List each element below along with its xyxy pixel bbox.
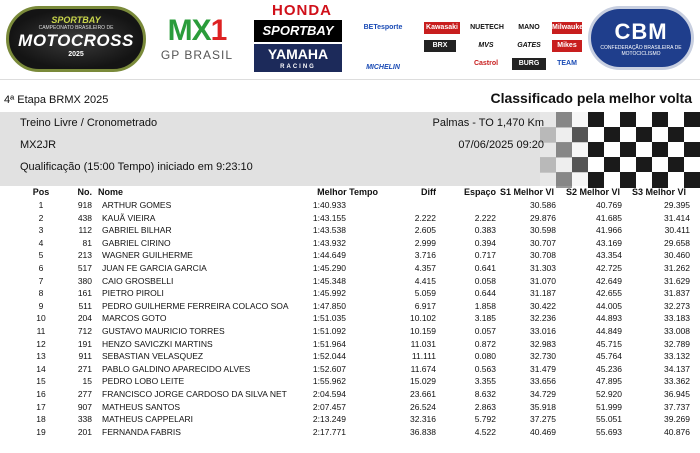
logo-motocross-text: MOTOCROSS xyxy=(18,31,134,50)
cell-pos: 6 xyxy=(38,263,44,273)
cell-s2: 45.715 xyxy=(596,338,622,349)
mx1-logo xyxy=(152,14,242,70)
sponsor-brx: BRX xyxy=(424,40,456,52)
cell-pos: 14 xyxy=(36,363,46,374)
cell-espaco: 0.717 xyxy=(474,250,496,261)
checker-square xyxy=(684,157,700,173)
checker-square xyxy=(604,127,620,143)
cell-espaco: 0.383 xyxy=(474,225,496,236)
checker-square xyxy=(684,142,700,158)
cell-s2: 40.769 xyxy=(596,200,622,210)
cell-melhor: 2:04.594 xyxy=(312,389,346,399)
cell-no: 438 xyxy=(77,212,92,223)
cell-diff: 2.999 xyxy=(414,237,436,248)
checker-square xyxy=(556,142,572,158)
checker-square xyxy=(588,172,604,188)
table-row xyxy=(0,414,700,427)
checker-square xyxy=(620,157,636,173)
checker-square xyxy=(684,112,700,128)
sponsor-milwaukee: Milwaukee xyxy=(552,22,582,34)
cell-melhor: 2:07.457 xyxy=(312,401,346,412)
cbm-logo xyxy=(588,6,694,70)
cell-s1: 31.303 xyxy=(530,263,556,273)
cell-pos: 3 xyxy=(38,225,44,236)
checker-square xyxy=(652,127,668,143)
cell-s1: 37.275 xyxy=(530,414,556,425)
cell-espaco: 3.355 xyxy=(474,376,496,387)
cell-no: 201 xyxy=(77,426,92,437)
cell-diff: 3.716 xyxy=(414,250,436,261)
cell-pos: 4 xyxy=(38,237,44,248)
cell-s3: 39.269 xyxy=(664,414,690,425)
cell-s1: 30.422 xyxy=(530,300,556,311)
cell-no: 271 xyxy=(77,363,92,374)
checker-square xyxy=(636,112,652,128)
cell-s3: 37.737 xyxy=(664,401,690,412)
cell-s2: 42.725 xyxy=(596,263,622,273)
cell-espaco: 0.644 xyxy=(474,288,496,299)
checker-square xyxy=(556,157,572,173)
sponsor-banner xyxy=(0,0,700,80)
cell-s3: 32.789 xyxy=(664,338,690,349)
cell-s2: 44.893 xyxy=(596,313,622,324)
cell-s3: 30.460 xyxy=(664,250,690,261)
table-row xyxy=(0,238,700,251)
cell-nome: MATHEUS CAPPELARI xyxy=(102,414,194,425)
cell-s2: 45.764 xyxy=(596,351,622,362)
cbm-subtitle: CONFEDERAÇÃO BRASILEIRA DE MOTOCICLISMO xyxy=(600,45,682,57)
cell-pos: 19 xyxy=(36,426,46,437)
cell-diff: 6.917 xyxy=(414,300,436,311)
honda-logo: HONDA xyxy=(272,2,332,19)
table-row xyxy=(0,376,700,389)
cell-melhor: 1:51.092 xyxy=(312,326,346,336)
col-melhor-tempo: Melhor Tempo xyxy=(317,187,378,197)
col-s3: S3 Melhor Vl xyxy=(632,187,687,197)
checker-square xyxy=(588,112,604,128)
session-type: Treino Livre / Cronometrado xyxy=(20,117,158,129)
checker-square xyxy=(620,172,636,188)
sponsor-michelin: MICHELIN xyxy=(366,64,400,71)
cell-no: 380 xyxy=(77,275,92,286)
mx1-subtitle: GP BRASIL xyxy=(160,48,234,62)
checker-square xyxy=(652,142,668,158)
checker-square xyxy=(572,172,588,188)
cell-melhor: 1:40.933 xyxy=(312,200,346,210)
cell-melhor: 1:51.964 xyxy=(312,338,346,349)
cell-pos: 9 xyxy=(38,300,44,311)
col-diff: Diff xyxy=(421,187,436,197)
yamaha-text: YAMAHA xyxy=(267,46,329,62)
table-row xyxy=(0,288,700,301)
checker-square xyxy=(540,172,556,188)
cell-pos: 7 xyxy=(38,275,44,286)
cell-melhor: 1:45.290 xyxy=(312,263,346,273)
cell-diff: 2.222 xyxy=(414,212,436,223)
sponsor-kawasaki: Kawasaki xyxy=(424,22,460,34)
cell-espaco: 5.792 xyxy=(474,414,496,425)
checker-square xyxy=(668,127,684,143)
cell-no: 112 xyxy=(78,225,92,236)
cell-s3: 31.262 xyxy=(664,263,690,273)
cell-s2: 44.005 xyxy=(596,300,622,311)
cell-diff: 23.661 xyxy=(410,389,436,399)
cell-pos: 15 xyxy=(36,376,46,387)
checker-square xyxy=(620,112,636,128)
cell-s3: 31.629 xyxy=(664,275,690,286)
cell-nome: GABRIEL CIRINO xyxy=(102,237,171,248)
cell-s2: 42.649 xyxy=(596,275,622,286)
checker-square xyxy=(636,127,652,143)
cell-melhor: 1:52.044 xyxy=(312,351,346,362)
cell-pos: 8 xyxy=(38,288,44,299)
sponsor-mvs: MVS xyxy=(478,42,494,49)
category-name: MX2JR xyxy=(20,139,57,151)
cell-s2: 55.693 xyxy=(596,426,622,437)
cell-s1: 40.469 xyxy=(530,426,556,437)
table-row xyxy=(0,351,700,364)
sponsor-burg: BURG xyxy=(512,58,546,70)
cell-nome: PABLO GALDINO APARECIDO ALVES xyxy=(102,363,251,374)
table-row xyxy=(0,402,700,415)
event-stage: 4ª Etapa BRMX 2025 xyxy=(4,94,109,106)
cell-diff: 11.674 xyxy=(410,363,436,374)
table-row xyxy=(0,301,700,314)
logo-sportbay-text: SPORTBAY xyxy=(51,15,101,25)
cell-s2: 55.051 xyxy=(596,414,622,425)
cell-diff: 15.029 xyxy=(410,376,436,387)
cell-nome: GUSTAVO MAURICIO TORRES xyxy=(102,326,225,336)
cell-no: 277 xyxy=(77,389,92,399)
cell-espaco: 0.058 xyxy=(474,275,496,286)
cbm-title: CBM xyxy=(614,19,668,44)
cell-diff: 32.316 xyxy=(410,414,436,425)
cell-s1: 30.707 xyxy=(530,237,556,248)
checker-square xyxy=(572,157,588,173)
cell-espaco: 8.632 xyxy=(474,389,496,399)
cell-pos: 10 xyxy=(36,313,46,324)
cell-s1: 32.236 xyxy=(530,313,556,324)
checker-square xyxy=(604,112,620,128)
col-espaco: Espaço xyxy=(463,187,496,197)
cell-s2: 41.685 xyxy=(596,212,622,223)
cell-melhor: 1:52.607 xyxy=(312,363,346,374)
col-pos: Pos xyxy=(32,187,50,197)
cell-espaco: 1.858 xyxy=(474,300,496,311)
cell-espaco: 3.185 xyxy=(474,313,496,324)
checker-square xyxy=(556,127,572,143)
col-nome: Nome xyxy=(98,187,124,197)
cell-nome: ARTHUR GOMES xyxy=(102,200,172,210)
cell-s3: 31.837 xyxy=(664,288,690,299)
col-s1: S1 Melhor Vl xyxy=(500,187,555,197)
checker-square xyxy=(668,157,684,173)
cell-s3: 29.395 xyxy=(664,200,690,210)
cell-s3: 34.137 xyxy=(664,363,690,374)
cell-espaco: 2.222 xyxy=(474,212,496,223)
cell-diff: 4.415 xyxy=(414,275,436,286)
cell-diff: 5.059 xyxy=(414,288,436,299)
table-row xyxy=(0,225,700,238)
cell-no: 15 xyxy=(82,376,92,387)
cell-s2: 43.354 xyxy=(596,250,622,261)
cell-diff: 36.838 xyxy=(410,426,436,437)
cell-s2: 43.169 xyxy=(596,237,622,248)
cell-nome: PEDRO LOBO LEITE xyxy=(102,376,185,387)
cell-diff: 11.031 xyxy=(410,338,436,349)
cell-s3: 33.008 xyxy=(664,326,690,336)
cell-no: 81 xyxy=(82,237,92,248)
checker-square xyxy=(652,112,668,128)
cell-nome: WAGNER GUILHERME xyxy=(102,250,193,261)
cell-pos: 1 xyxy=(38,200,44,210)
checker-square xyxy=(636,157,652,173)
checker-square xyxy=(684,127,700,143)
checker-square xyxy=(572,127,588,143)
table-row xyxy=(0,200,700,213)
cell-melhor: 1:51.035 xyxy=(312,313,346,324)
cell-melhor: 1:47.850 xyxy=(312,300,346,311)
cell-no: 161 xyxy=(77,288,92,299)
cell-nome: CAIO GROSBELLI xyxy=(102,275,174,286)
cell-s1: 33.656 xyxy=(530,376,556,387)
checker-square xyxy=(636,142,652,158)
cell-nome: GABRIEL BILHAR xyxy=(102,225,172,236)
cell-espaco: 2.863 xyxy=(474,401,496,412)
cell-s2: 42.655 xyxy=(596,288,622,299)
table-row xyxy=(0,364,700,377)
checker-square xyxy=(652,172,668,188)
yamaha-logo xyxy=(254,44,342,72)
cell-s1: 30.708 xyxy=(530,250,556,261)
table-row xyxy=(0,263,700,276)
cell-s2: 41.966 xyxy=(596,225,622,236)
motocross-logo xyxy=(6,6,146,72)
cell-s1: 31.187 xyxy=(530,288,556,299)
table-row xyxy=(0,313,700,326)
cell-diff: 11.111 xyxy=(411,351,436,362)
cell-s1: 32.730 xyxy=(530,351,556,362)
cell-s3: 33.362 xyxy=(664,376,690,387)
table-row xyxy=(0,276,700,289)
mx1-mx: MX xyxy=(167,14,211,47)
cell-s3: 29.658 xyxy=(664,237,690,248)
session-date: 07/06/2025 09:20 xyxy=(458,139,544,151)
cell-diff: 4.357 xyxy=(414,263,436,273)
col-s2: S2 Melhor Vl xyxy=(566,187,621,197)
results-table-header xyxy=(0,187,700,200)
checker-square xyxy=(540,157,556,173)
checker-square xyxy=(668,142,684,158)
checker-square xyxy=(668,172,684,188)
cell-espaco: 0.563 xyxy=(474,363,496,374)
cell-nome: MARCOS GOTO xyxy=(102,313,167,324)
cell-s1: 33.016 xyxy=(530,326,556,336)
sportbay-logo: SPORTBAY xyxy=(254,20,342,42)
checker-square xyxy=(588,157,604,173)
cell-s3: 30.411 xyxy=(664,225,690,236)
sponsor-gates: GATES xyxy=(517,42,541,49)
table-row xyxy=(0,213,700,226)
cell-s3: 33.132 xyxy=(664,351,690,362)
cell-s2: 51.999 xyxy=(596,401,622,412)
cell-s2: 45.236 xyxy=(596,363,622,374)
cell-s1: 30.586 xyxy=(530,200,556,210)
cell-espaco: 0.641 xyxy=(474,263,496,273)
cell-pos: 18 xyxy=(36,414,46,425)
cell-diff: 2.605 xyxy=(414,225,436,236)
sponsor-team: TEAM xyxy=(557,60,577,67)
cell-melhor: 1:43.538 xyxy=(312,225,346,236)
cell-pos: 13 xyxy=(36,351,46,362)
logo-year-text: 2025 xyxy=(68,51,84,58)
checker-square xyxy=(684,172,700,188)
cell-melhor: 2:13.249 xyxy=(312,414,346,425)
cell-s3: 31.414 xyxy=(664,212,690,223)
cell-s1: 31.070 xyxy=(530,275,556,286)
cell-s2: 44.849 xyxy=(596,326,622,336)
cell-no: 517 xyxy=(77,263,92,273)
cell-no: 213 xyxy=(77,250,92,261)
cell-diff: 10.102 xyxy=(410,313,436,324)
checker-square xyxy=(556,172,572,188)
cell-pos: 12 xyxy=(36,338,46,349)
col-no: No. xyxy=(77,187,92,197)
cell-pos: 11 xyxy=(36,326,46,336)
cell-melhor: 1:44.649 xyxy=(312,250,346,261)
cell-espaco: 0.080 xyxy=(474,351,496,362)
checker-square xyxy=(572,142,588,158)
checker-square xyxy=(604,142,620,158)
cell-s3: 36.945 xyxy=(664,389,690,399)
cell-nome: MATHEUS SANTOS xyxy=(102,401,181,412)
cell-espaco: 0.057 xyxy=(474,326,496,336)
cell-pos: 2 xyxy=(38,212,44,223)
checker-square xyxy=(604,172,620,188)
cell-s1: 30.598 xyxy=(530,225,556,236)
cell-s2: 47.895 xyxy=(596,376,622,387)
checker-square xyxy=(652,157,668,173)
checker-square xyxy=(588,127,604,143)
checker-square xyxy=(636,172,652,188)
cell-no: 911 xyxy=(78,351,92,362)
cell-s1: 29.876 xyxy=(530,212,556,223)
cell-s2: 52.920 xyxy=(596,389,622,399)
track-location: Palmas - TO 1,470 Km xyxy=(432,117,544,129)
checker-square xyxy=(572,112,588,128)
table-row xyxy=(0,389,700,402)
cell-no: 918 xyxy=(77,200,92,210)
yamaha-racing-text: RACING xyxy=(280,64,316,70)
cell-no: 204 xyxy=(77,313,92,324)
cell-s1: 32.983 xyxy=(530,338,556,349)
cell-nome: KAUÃ VIEIRA xyxy=(102,212,156,223)
logo-campeonato-text: CAMPEONATO BRASILEIRO DE xyxy=(38,25,114,31)
cell-espaco: 0.394 xyxy=(474,237,496,248)
qualifying-info: Qualificação (15:00 Tempo) iniciado em 9:23:10 xyxy=(20,161,253,173)
mx1-one: 1 xyxy=(210,14,227,47)
cell-melhor: 2:17.771 xyxy=(312,426,346,437)
cell-s1: 34.729 xyxy=(530,389,556,399)
classification-title: Classificado pela melhor volta xyxy=(490,90,692,106)
checker-square xyxy=(668,112,684,128)
cell-pos: 17 xyxy=(36,401,46,412)
cell-pos: 5 xyxy=(38,250,44,261)
table-row xyxy=(0,250,700,263)
table-row xyxy=(0,326,700,339)
cell-espaco: 4.522 xyxy=(474,426,496,437)
cell-nome: FRANCISCO JORGE CARDOSO DA SILVA NET xyxy=(102,389,287,399)
cell-melhor: 1:43.932 xyxy=(312,237,346,248)
cell-no: 191 xyxy=(77,338,92,349)
cell-s1: 35.918 xyxy=(530,401,556,412)
cell-s3: 32.273 xyxy=(664,300,690,311)
cell-espaco: 0.872 xyxy=(474,338,496,349)
cell-s3: 33.183 xyxy=(664,313,690,324)
cell-no: 712 xyxy=(77,326,92,336)
checker-square xyxy=(620,142,636,158)
sponsor-betesporte: BETesporte xyxy=(363,24,403,31)
cell-nome: SEBASTIAN VELASQUEZ xyxy=(102,351,204,362)
cell-s1: 31.479 xyxy=(530,363,556,374)
cell-s3: 40.876 xyxy=(664,426,690,437)
checkered-flag-pattern xyxy=(540,112,700,186)
sponsor-mano: MANO xyxy=(518,24,540,31)
checker-square xyxy=(620,127,636,143)
cell-melhor: 1:43.155 xyxy=(312,212,346,223)
cell-melhor: 1:45.992 xyxy=(312,288,346,299)
cell-diff: 10.159 xyxy=(410,326,436,336)
cell-nome: HENZO SAVICZKI MARTINS xyxy=(102,338,213,349)
table-row xyxy=(0,339,700,352)
cell-no: 338 xyxy=(77,414,92,425)
cell-nome: FERNANDA FABRIS xyxy=(102,426,181,437)
cell-nome: JUAN FE GARCIA GARCIA xyxy=(102,263,207,273)
cell-diff: 26.524 xyxy=(410,401,436,412)
checker-square xyxy=(588,142,604,158)
cell-melhor: 1:45.348 xyxy=(312,275,346,286)
cell-pos: 16 xyxy=(36,389,46,399)
cell-no: 511 xyxy=(78,300,92,311)
sponsor-nuetech: NUETECH xyxy=(470,24,504,31)
checker-square xyxy=(556,112,572,128)
cell-nome: PEDRO GUILHERME FERREIRA COLACO SOA xyxy=(102,300,289,311)
table-row xyxy=(0,427,700,440)
sponsor-mikes: Mikes xyxy=(552,40,582,52)
checker-square xyxy=(604,157,620,173)
cell-melhor: 1:55.962 xyxy=(312,376,346,387)
cell-no: 907 xyxy=(77,401,92,412)
cell-nome: PIETRO PIROLI xyxy=(102,288,164,299)
sponsor-castrol: Castrol xyxy=(473,60,499,67)
